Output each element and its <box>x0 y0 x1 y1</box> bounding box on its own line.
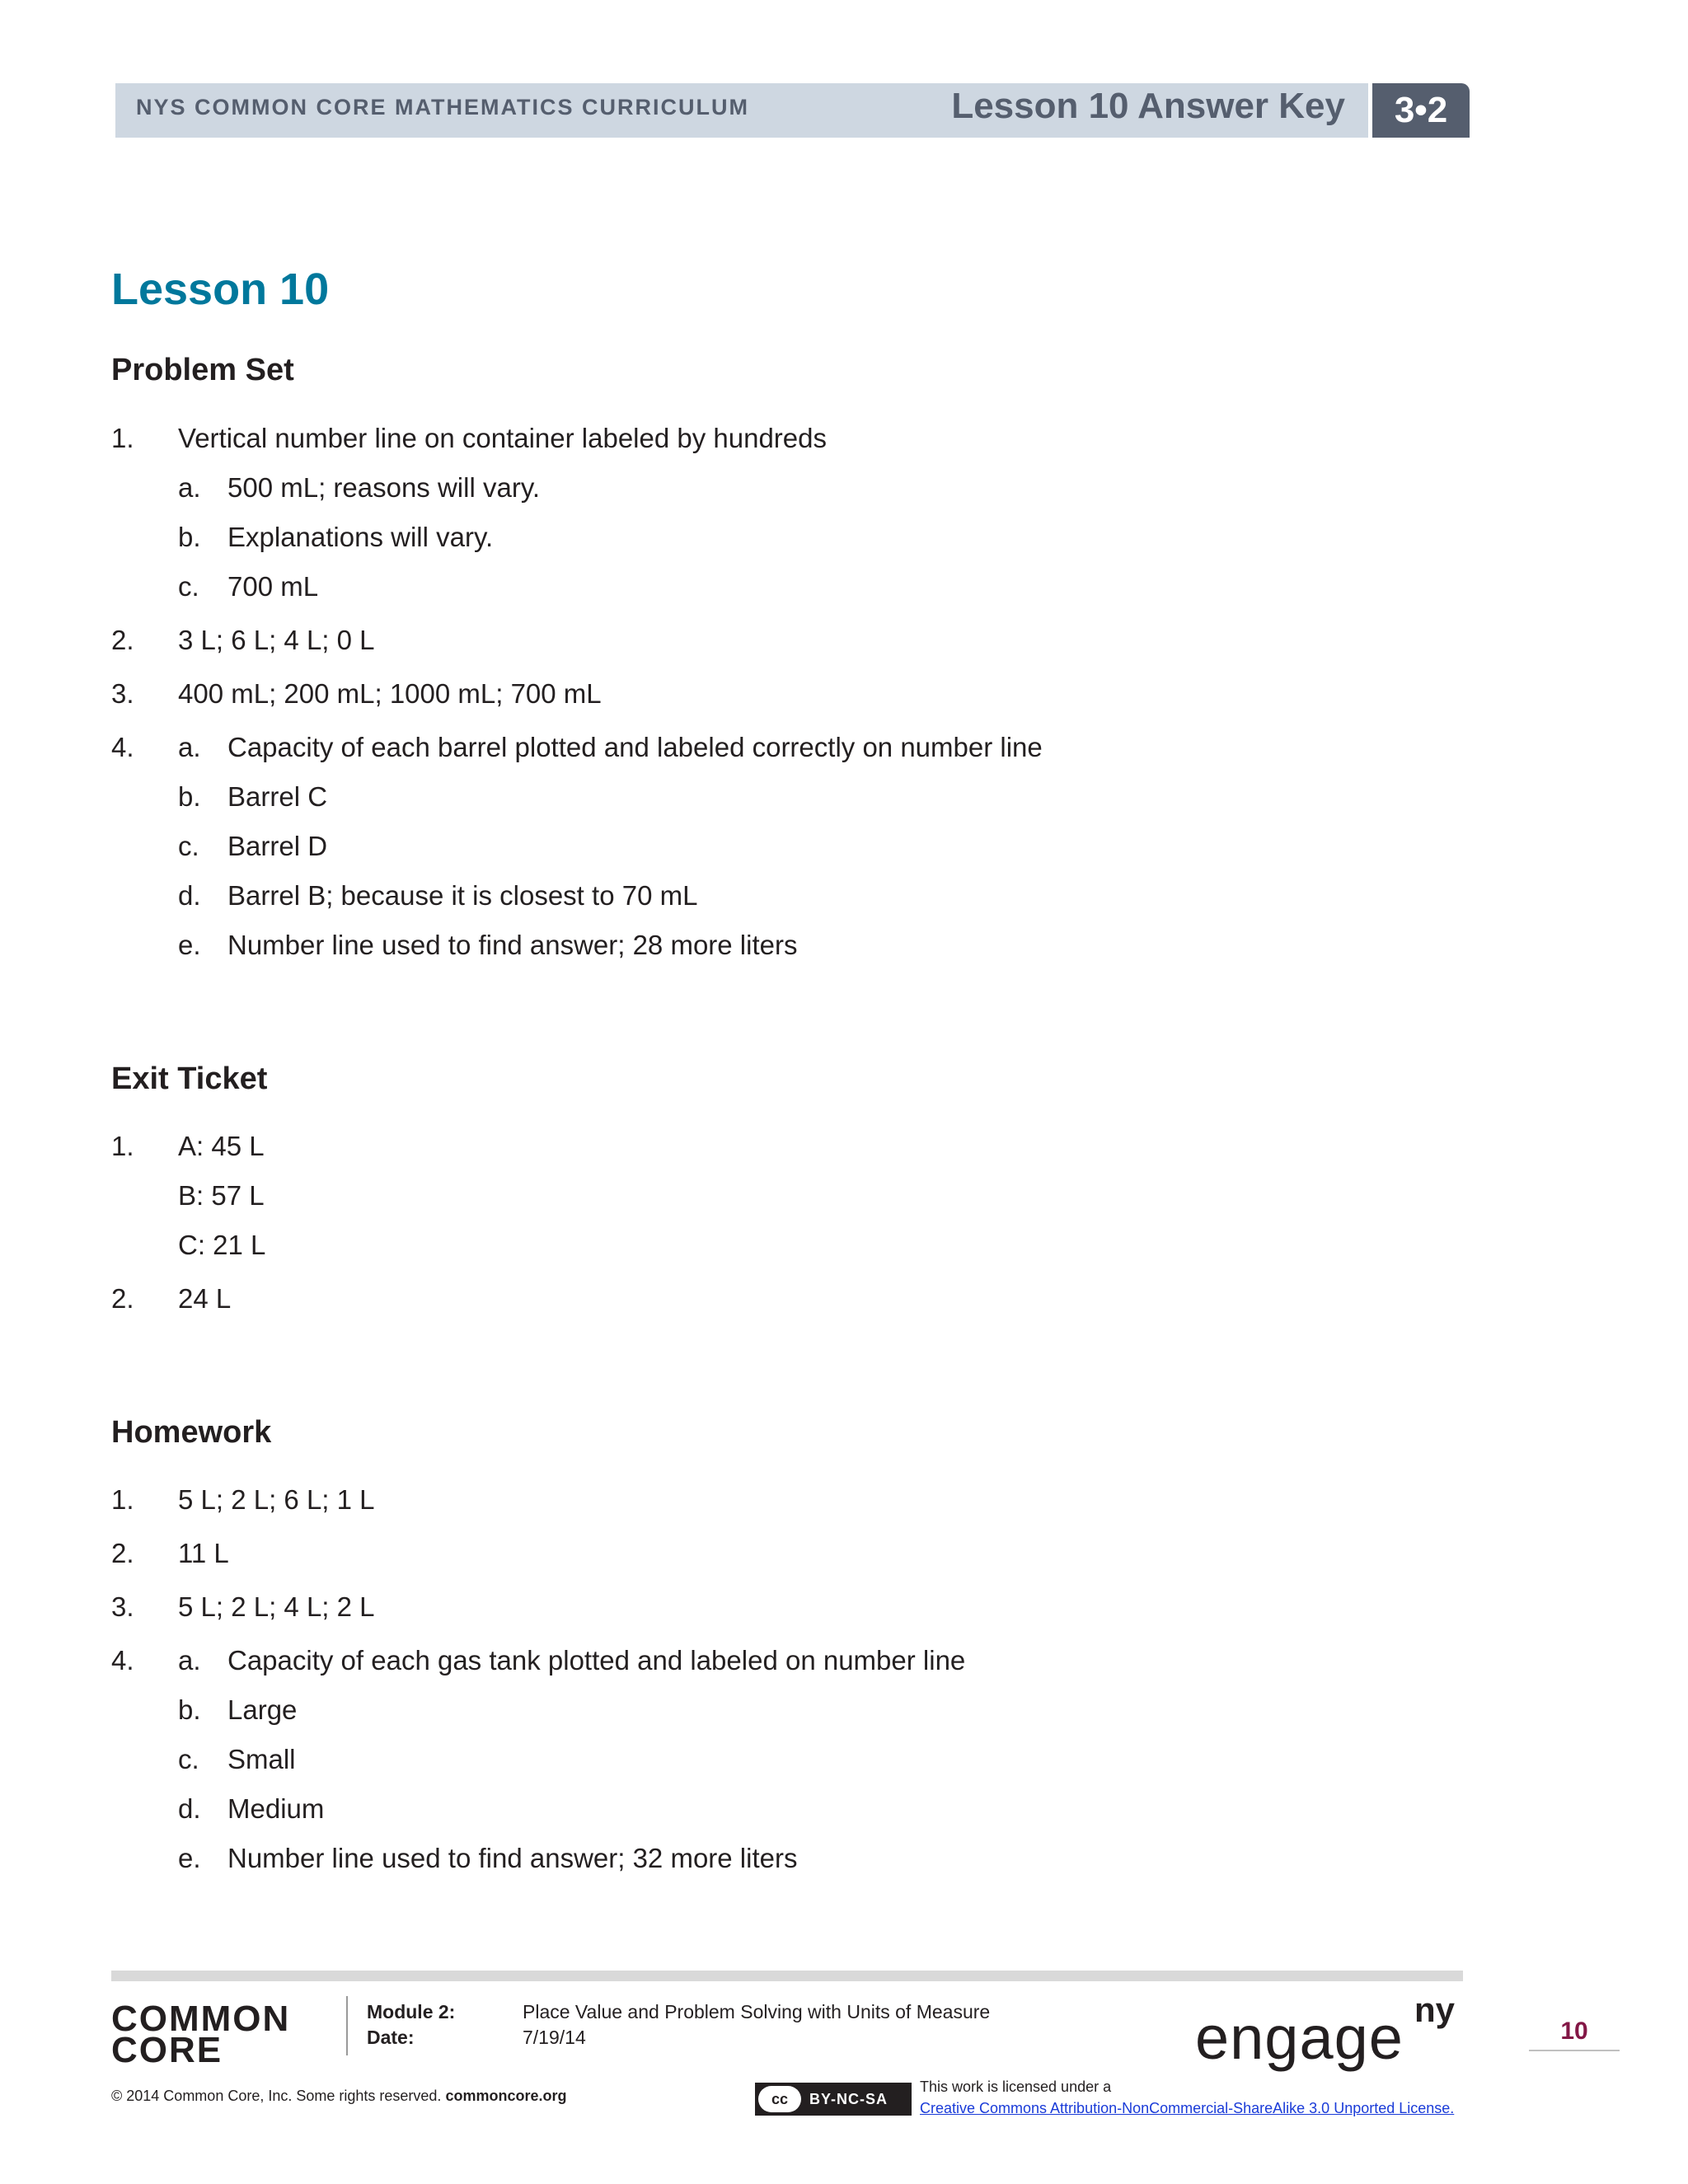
sub-label: b. <box>178 1694 201 1725</box>
module-label: Module 2: <box>367 2001 456 2022</box>
module-title: Place Value and Problem Solving with Units of Measure <box>523 2001 991 2022</box>
logo-word-common: COMMON <box>111 1999 291 2039</box>
answer-text: 500 mL; reasons will vary. <box>227 472 541 503</box>
license-link[interactable]: Creative Commons Attribution-NonCommercial-ShareAlike 3.0 Unported License. <box>920 2100 1455 2116</box>
grade-module-badge: 3•2 <box>1372 83 1470 138</box>
problem-number: 1. <box>111 423 134 453</box>
problem-number: 3. <box>111 1591 134 1622</box>
answer-text: 5 L; 2 L; 4 L; 2 L <box>178 1591 375 1622</box>
footer-rule <box>111 1971 1463 1981</box>
sub-label: a. <box>178 1645 201 1675</box>
date-label: Date: <box>367 2027 415 2048</box>
curriculum-title: NYS COMMON CORE MATHEMATICS CURRICULUM <box>136 95 749 120</box>
answer-text: Large <box>227 1694 298 1725</box>
exit-ticket-heading: Exit Ticket <box>111 1062 268 1096</box>
sub-label: a. <box>178 472 201 503</box>
answer-text: Small <box>227 1744 296 1774</box>
answer-key-title: Lesson 10 Answer Key <box>951 86 1345 126</box>
answer-text: Barrel C <box>227 781 328 812</box>
homework-heading: Homework <box>111 1415 272 1450</box>
ny-superscript: ny <box>1414 1990 1456 2029</box>
answer-text: Capacity of each gas tank plotted and labeled on number line <box>227 1645 966 1675</box>
copyright-site-link[interactable]: commoncore.org <box>445 2088 567 2104</box>
sub-label: c. <box>178 571 199 602</box>
sub-label: b. <box>178 522 201 552</box>
date-value: 7/19/14 <box>523 2027 586 2048</box>
cc-terms: BY-NC-SA <box>809 2090 889 2107</box>
cc-license-badge[interactable] <box>755 2083 912 2116</box>
engageny-logo <box>1195 1990 1467 2075</box>
cc-icon: cc <box>758 2086 801 2112</box>
problem-number: 2. <box>111 1538 134 1568</box>
page-number: 10 <box>1560 2018 1588 2045</box>
sub-label: d. <box>178 1793 201 1824</box>
footer-divider <box>346 1996 348 2055</box>
problem-number: 1. <box>111 1131 134 1161</box>
answer-text: 11 L <box>178 1538 229 1568</box>
answer-text: Barrel B; because it is closest to 70 mL <box>227 880 698 911</box>
answer-text: 400 mL; 200 mL; 1000 mL; 700 mL <box>178 678 602 709</box>
problem-number: 3. <box>111 678 134 709</box>
copyright-text: © 2014 Common Core, Inc. Some rights reserved. <box>111 2088 442 2104</box>
sub-label: c. <box>178 1744 199 1774</box>
common-core-logo <box>111 1999 326 2070</box>
lesson-title: Lesson 10 <box>111 265 330 314</box>
answer-text: B: 57 L <box>178 1180 265 1211</box>
answer-text: 24 L <box>178 1283 232 1314</box>
answer-text: Barrel D <box>227 831 328 861</box>
answer-text: Number line used to find answer; 28 more liters <box>227 930 798 960</box>
sub-label: b. <box>178 781 201 812</box>
answer-text: Medium <box>227 1793 325 1824</box>
answer-text: A: 45 L <box>178 1131 265 1161</box>
sub-label: c. <box>178 831 199 861</box>
sub-label: e. <box>178 1843 201 1873</box>
engage-wordmark: engage <box>1195 2004 1404 2072</box>
license-intro: This work is licensed under a <box>920 2079 1112 2095</box>
copyright-notice <box>111 2088 566 2105</box>
answer-text: 700 mL <box>227 571 319 602</box>
logo-word-core: CORE <box>111 2030 223 2070</box>
problem-number: 4. <box>111 1645 134 1675</box>
sub-label: e. <box>178 930 201 960</box>
answer-text: 5 L; 2 L; 6 L; 1 L <box>178 1484 375 1515</box>
problem-set-heading: Problem Set <box>111 353 294 387</box>
sub-label: d. <box>178 880 201 911</box>
problem-number: 2. <box>111 625 134 655</box>
problem-number: 4. <box>111 732 134 762</box>
answer-text: Number line used to find answer; 32 more liters <box>227 1843 798 1873</box>
answer-text: Vertical number line on container labeled by hundreds <box>178 423 828 453</box>
answer-text: 3 L; 6 L; 4 L; 0 L <box>178 625 375 655</box>
answer-text: C: 21 L <box>178 1230 266 1260</box>
sub-label: a. <box>178 732 201 762</box>
page-number-rule <box>1529 2050 1620 2051</box>
answer-text: Capacity of each barrel plotted and labeled correctly on number line <box>227 732 1043 762</box>
answer-text: Explanations will vary. <box>227 522 494 552</box>
problem-number: 2. <box>111 1283 134 1314</box>
problem-number: 1. <box>111 1484 134 1515</box>
